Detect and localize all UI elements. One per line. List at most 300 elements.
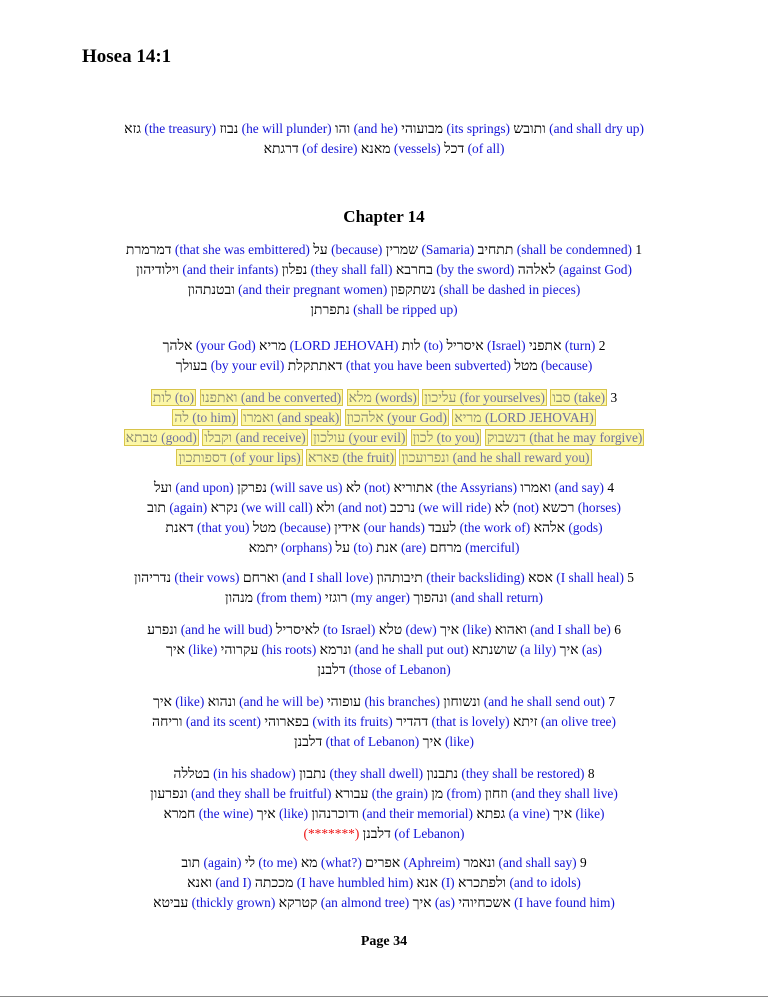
english-gloss: (and to idols) bbox=[509, 875, 581, 890]
english-gloss: (and its scent) bbox=[185, 714, 261, 729]
hebrew-word: אלהא bbox=[533, 521, 565, 536]
english-gloss: (and upon) bbox=[175, 480, 234, 495]
word-pair bbox=[166, 642, 217, 657]
word-pair bbox=[529, 338, 595, 353]
hebrew-word: לה bbox=[174, 411, 189, 426]
verse-number: 4 bbox=[603, 480, 615, 495]
word-pair bbox=[394, 480, 518, 495]
english-gloss: (in his shadow) bbox=[213, 766, 296, 781]
hebrew-word: ואהוא bbox=[494, 623, 527, 638]
english-gloss: (words) bbox=[375, 390, 417, 405]
word-pair bbox=[304, 826, 360, 841]
word-pair bbox=[276, 622, 375, 637]
word-pair bbox=[154, 480, 234, 495]
hebrew-word: דספותכון bbox=[178, 451, 227, 466]
word-pair bbox=[152, 714, 261, 729]
word-pair bbox=[361, 141, 441, 156]
hebrew-word: יתמא bbox=[248, 541, 278, 556]
word-pair bbox=[520, 480, 604, 495]
word-pair bbox=[463, 855, 576, 870]
hebrew-word: שושנתא bbox=[471, 643, 517, 658]
english-gloss: (to) bbox=[174, 390, 195, 405]
hebrew-word: איך bbox=[412, 896, 432, 911]
hebrew-word: בטללה bbox=[173, 767, 210, 782]
hebrew-word: נתפרתן bbox=[310, 303, 350, 318]
english-gloss: (they shall dwell) bbox=[329, 766, 424, 781]
verse-line bbox=[76, 568, 692, 588]
hebrew-word: דכל bbox=[444, 142, 465, 157]
english-gloss: (to you) bbox=[436, 430, 480, 445]
english-gloss: (a vine) bbox=[508, 806, 550, 821]
english-gloss: (of desire) bbox=[302, 141, 358, 156]
word-pair bbox=[241, 409, 341, 426]
english-gloss: (not) bbox=[364, 480, 391, 495]
hebrew-word: לאיסריל bbox=[275, 623, 320, 638]
word-pair bbox=[147, 500, 207, 515]
english-gloss: (my anger) bbox=[350, 590, 411, 605]
english-gloss: (and speak) bbox=[277, 410, 340, 425]
hebrew-word: עביטא bbox=[153, 896, 189, 911]
english-gloss: (and he) bbox=[353, 121, 398, 136]
english-gloss: (the work of) bbox=[459, 520, 531, 535]
verse-line bbox=[76, 518, 692, 538]
word-pair bbox=[163, 338, 256, 353]
word-pair bbox=[255, 875, 413, 890]
hebrew-word: לא bbox=[494, 501, 510, 516]
verse-8 bbox=[76, 764, 692, 844]
verse-line bbox=[76, 448, 692, 468]
english-gloss: (I) bbox=[441, 875, 455, 890]
hebrew-word: עופוהי bbox=[326, 695, 362, 710]
word-pair bbox=[172, 409, 237, 426]
hebrew-word: זיתא bbox=[512, 715, 538, 730]
english-gloss: (and he will bud) bbox=[180, 622, 273, 637]
hebrew-word: דאנת bbox=[165, 521, 194, 536]
hebrew-word: דרגתא bbox=[263, 142, 299, 157]
hebrew-word: נתבון bbox=[299, 767, 327, 782]
word-pair bbox=[377, 570, 525, 585]
english-gloss: (to me) bbox=[258, 855, 298, 870]
hebrew-word: לא bbox=[345, 481, 361, 496]
word-pair bbox=[181, 855, 241, 870]
english-gloss: (we will ride) bbox=[418, 500, 492, 515]
english-gloss: (by your evil) bbox=[210, 358, 285, 373]
english-gloss: (orphans) bbox=[280, 540, 333, 555]
word-pair bbox=[325, 590, 410, 605]
hebrew-word: וריחה bbox=[152, 715, 183, 730]
verse-line bbox=[76, 640, 692, 660]
hebrew-word: עקרוהי bbox=[220, 643, 259, 658]
hebrew-word: טלא bbox=[378, 623, 403, 638]
english-gloss: (our hands) bbox=[363, 520, 425, 535]
hebrew-word: מרחם bbox=[429, 541, 462, 556]
word-pair bbox=[336, 540, 373, 555]
english-gloss: (and receive) bbox=[235, 430, 306, 445]
hebrew-word: ועל bbox=[153, 481, 172, 496]
english-gloss: (by the sword) bbox=[436, 262, 515, 277]
hebrew-word: נפרקן bbox=[237, 481, 267, 496]
word-pair bbox=[153, 694, 204, 709]
word-pair bbox=[427, 766, 585, 781]
hebrew-word: איך bbox=[165, 643, 185, 658]
english-gloss: (his roots) bbox=[261, 642, 317, 657]
verse-line bbox=[76, 692, 692, 712]
english-gloss: (I have humbled him) bbox=[296, 875, 414, 890]
hebrew-word: ונאמר bbox=[463, 856, 496, 871]
hebrew-word: דלבנן bbox=[317, 663, 346, 678]
english-gloss: (again) bbox=[169, 500, 208, 515]
english-gloss: (gods) bbox=[568, 520, 603, 535]
english-gloss: (to) bbox=[353, 540, 373, 555]
word-pair bbox=[428, 520, 530, 535]
word-pair bbox=[513, 714, 616, 729]
english-gloss: (of your lips) bbox=[230, 450, 301, 465]
hebrew-word: ונהוא bbox=[207, 695, 236, 710]
english-gloss: (from) bbox=[446, 786, 482, 801]
word-pair bbox=[478, 242, 632, 257]
word-pair bbox=[334, 520, 425, 535]
verse-line bbox=[76, 408, 692, 428]
intro-passage bbox=[76, 119, 692, 159]
word-pair bbox=[376, 540, 426, 555]
hebrew-word: לות bbox=[152, 391, 172, 406]
hebrew-word: איך bbox=[440, 623, 460, 638]
hebrew-word: רכשא bbox=[542, 501, 575, 516]
hebrew-word: ונפרועכון bbox=[401, 451, 450, 466]
word-pair bbox=[264, 141, 358, 156]
english-gloss: (the wine) bbox=[198, 806, 254, 821]
verse-7 bbox=[76, 692, 692, 752]
hebrew-word: ולפתכרא bbox=[457, 876, 507, 891]
word-pair bbox=[311, 429, 407, 446]
word-pair bbox=[187, 875, 251, 890]
word-pair bbox=[126, 242, 310, 257]
verse-line bbox=[76, 660, 692, 680]
hebrew-word: נפלון bbox=[281, 263, 308, 278]
english-gloss: (shall be dashed in pieces) bbox=[438, 282, 581, 297]
english-gloss: (horses) bbox=[577, 500, 621, 515]
hebrew-word: ולא bbox=[316, 501, 335, 516]
hebrew-word: מריא bbox=[259, 339, 287, 354]
hebrew-word: דלבנן bbox=[362, 827, 391, 842]
verse-line bbox=[76, 428, 692, 448]
hebrew-word: אנת bbox=[376, 541, 398, 556]
hebrew-word: מנהון bbox=[225, 591, 254, 606]
verse-line bbox=[76, 280, 692, 300]
english-gloss: (like) bbox=[462, 622, 492, 637]
hebrew-word: רוגזי bbox=[324, 591, 348, 606]
hebrew-word: ואנא bbox=[187, 876, 213, 891]
english-gloss: (and not) bbox=[337, 500, 387, 515]
word-pair bbox=[440, 622, 491, 637]
english-gloss: (and their memorial) bbox=[362, 806, 473, 821]
word-pair bbox=[257, 806, 308, 821]
english-gloss: (like) bbox=[444, 734, 474, 749]
word-pair bbox=[245, 855, 298, 870]
english-gloss: (as) bbox=[581, 642, 602, 657]
english-gloss: (from them) bbox=[256, 590, 322, 605]
word-pair bbox=[219, 121, 331, 136]
verse-number: 3 bbox=[607, 390, 618, 405]
english-gloss: (that of Lebanon) bbox=[325, 734, 420, 749]
word-pair bbox=[264, 714, 392, 729]
verse-line bbox=[76, 388, 692, 408]
word-pair bbox=[399, 449, 591, 466]
word-pair bbox=[294, 734, 419, 749]
word-pair bbox=[553, 806, 604, 821]
word-pair bbox=[124, 121, 216, 136]
hebrew-word: עולכון bbox=[313, 431, 346, 446]
word-pair bbox=[518, 262, 632, 277]
hebrew-word: אסא bbox=[528, 571, 553, 586]
verse-line bbox=[76, 620, 692, 640]
english-gloss: (his branches) bbox=[364, 694, 440, 709]
word-pair bbox=[259, 338, 398, 353]
hebrew-word: טבתא bbox=[125, 431, 158, 446]
verse-line bbox=[76, 824, 692, 844]
english-gloss: (they shall be restored) bbox=[461, 766, 585, 781]
hebrew-word: פארא bbox=[308, 451, 340, 466]
word-pair bbox=[310, 302, 457, 317]
english-gloss: (and he will be) bbox=[239, 694, 324, 709]
verse-number: 9 bbox=[576, 855, 587, 870]
hebrew-word: תיבותהון bbox=[376, 571, 423, 586]
hebrew-word: ונשוחון bbox=[443, 695, 481, 710]
hebrew-word: ונפרע bbox=[147, 623, 178, 638]
english-gloss: (that is lovely) bbox=[431, 714, 510, 729]
verse-5 bbox=[76, 568, 692, 608]
verse-line bbox=[76, 260, 692, 280]
word-pair bbox=[401, 121, 510, 136]
verse-number: 7 bbox=[604, 694, 616, 709]
word-pair bbox=[282, 262, 393, 277]
hebrew-word: נקרא bbox=[210, 501, 238, 516]
hebrew-word: ונהפוך bbox=[413, 591, 448, 606]
verse-line bbox=[76, 893, 692, 913]
word-pair bbox=[243, 570, 373, 585]
word-pair bbox=[225, 590, 322, 605]
word-pair bbox=[299, 766, 423, 781]
verse-line bbox=[76, 356, 692, 376]
english-gloss: (and shall say) bbox=[498, 855, 577, 870]
english-gloss: (what?) bbox=[320, 855, 362, 870]
hebrew-word: אתפני bbox=[529, 339, 562, 354]
hebrew-word: שמרין bbox=[385, 243, 419, 258]
english-gloss: (your God) bbox=[387, 410, 447, 425]
word-pair bbox=[444, 141, 504, 156]
hebrew-word: דמרמרת bbox=[125, 243, 172, 258]
english-gloss: (its springs) bbox=[446, 121, 511, 136]
english-gloss: (shall be ripped up) bbox=[353, 302, 458, 317]
hebrew-word: סבו bbox=[552, 391, 571, 406]
hebrew-word: מן bbox=[431, 787, 444, 802]
english-gloss: (the treasury) bbox=[144, 121, 217, 136]
hebrew-word: איך bbox=[256, 807, 276, 822]
english-gloss: (their vows) bbox=[174, 570, 240, 585]
hebrew-word: אשכחיוהי bbox=[458, 896, 511, 911]
word-pair bbox=[188, 282, 388, 297]
english-gloss: (I have found him) bbox=[514, 895, 615, 910]
english-gloss: (and say) bbox=[554, 480, 604, 495]
word-pair bbox=[320, 642, 469, 657]
english-gloss: (because) bbox=[331, 242, 383, 257]
word-pair bbox=[390, 500, 491, 515]
verse-line bbox=[76, 588, 692, 608]
hebrew-word: תוב bbox=[181, 856, 201, 871]
hebrew-word: וקבלו bbox=[204, 431, 233, 446]
word-pair bbox=[396, 262, 515, 277]
hebrew-word: גזא bbox=[124, 122, 141, 137]
english-gloss: (to Israel) bbox=[322, 622, 376, 637]
verse-line bbox=[76, 240, 692, 260]
verse-2 bbox=[76, 336, 692, 376]
hebrew-word: אתוריא bbox=[393, 481, 433, 496]
word-pair bbox=[495, 622, 611, 637]
hebrew-word: דאתתקלת bbox=[287, 359, 343, 374]
word-pair bbox=[124, 429, 199, 446]
hebrew-word: וזחון bbox=[484, 787, 508, 802]
english-gloss: (they shall fall) bbox=[310, 262, 393, 277]
hebrew-word: ונרמא bbox=[319, 643, 352, 658]
verse-line bbox=[76, 804, 692, 824]
word-pair bbox=[165, 520, 249, 535]
word-pair bbox=[472, 642, 556, 657]
verse-number: 6 bbox=[610, 622, 621, 637]
hebrew-word: לעבד bbox=[428, 521, 457, 536]
verse-number: 5 bbox=[623, 570, 634, 585]
word-pair bbox=[335, 121, 398, 136]
hebrew-word: מריא bbox=[454, 411, 482, 426]
word-pair bbox=[365, 855, 460, 870]
word-pair bbox=[345, 409, 449, 426]
word-pair bbox=[476, 806, 550, 821]
english-gloss: (and they shall be fruitful) bbox=[190, 786, 332, 801]
english-gloss: (to him) bbox=[192, 410, 236, 425]
hebrew-word: מלא bbox=[348, 391, 372, 406]
hebrew-word: אלהך bbox=[162, 339, 193, 354]
english-gloss: (the Assyrians) bbox=[436, 480, 518, 495]
english-gloss: (your God) bbox=[195, 338, 256, 353]
english-gloss: (dew) bbox=[405, 622, 437, 637]
hebrew-word: ובטנתהון bbox=[187, 283, 235, 298]
verse-line bbox=[76, 764, 692, 784]
word-pair bbox=[153, 895, 275, 910]
word-pair bbox=[379, 622, 437, 637]
hebrew-word: נבוז bbox=[219, 122, 239, 137]
word-pair bbox=[313, 242, 382, 257]
english-gloss: (LORD JEHOVAH) bbox=[289, 338, 399, 353]
english-gloss: (their backsliding) bbox=[426, 570, 525, 585]
hebrew-word: בפארוהי bbox=[264, 715, 310, 730]
english-gloss: (take) bbox=[573, 390, 606, 405]
verse-line bbox=[76, 498, 692, 518]
hebrew-word: על bbox=[313, 243, 328, 258]
word-pair bbox=[534, 520, 603, 535]
word-pair bbox=[485, 786, 618, 801]
english-gloss: (to) bbox=[423, 338, 444, 353]
english-gloss: (will save us) bbox=[270, 480, 343, 495]
english-gloss: (of all) bbox=[467, 141, 505, 156]
hebrew-word: עליכון bbox=[424, 391, 457, 406]
english-gloss: (turn) bbox=[564, 338, 596, 353]
english-gloss: (those of Lebanon) bbox=[348, 662, 451, 677]
word-pair bbox=[430, 540, 520, 555]
page-title: Hosea 14:1 bbox=[82, 46, 172, 67]
word-pair bbox=[413, 590, 543, 605]
word-pair bbox=[288, 358, 511, 373]
english-gloss: (for yourselves) bbox=[459, 390, 545, 405]
hebrew-word: מא bbox=[300, 856, 318, 871]
word-pair bbox=[200, 389, 344, 406]
word-pair bbox=[316, 500, 387, 515]
verse-9 bbox=[76, 853, 692, 913]
word-pair bbox=[485, 429, 645, 446]
word-pair bbox=[237, 480, 342, 495]
english-gloss: (the grain) bbox=[371, 786, 428, 801]
word-pair bbox=[279, 895, 410, 910]
verse-line bbox=[76, 478, 692, 498]
english-gloss: (like) bbox=[575, 806, 605, 821]
word-pair bbox=[458, 895, 615, 910]
english-gloss: (that you) bbox=[197, 520, 250, 535]
verse-line bbox=[76, 336, 692, 356]
hebrew-word: ותובש bbox=[513, 122, 546, 137]
english-gloss: (against God) bbox=[558, 262, 632, 277]
word-pair bbox=[173, 766, 295, 781]
english-gloss: (and be converted) bbox=[240, 390, 342, 405]
verse-line bbox=[76, 732, 692, 752]
word-pair bbox=[422, 389, 547, 406]
hebrew-word: אידין bbox=[334, 521, 361, 536]
english-gloss: (*******) bbox=[303, 826, 360, 841]
word-pair bbox=[317, 662, 450, 677]
page-bottom-rule bbox=[0, 996, 768, 997]
hebrew-word: נשתקפון bbox=[390, 283, 436, 298]
word-pair bbox=[446, 338, 525, 353]
word-pair bbox=[346, 480, 390, 495]
hebrew-word: אנא bbox=[416, 876, 438, 891]
word-pair bbox=[391, 282, 581, 297]
hebrew-word: איך bbox=[559, 643, 579, 658]
english-gloss: (Samaria) bbox=[421, 242, 475, 257]
english-gloss: (and their pregnant women) bbox=[238, 282, 388, 297]
word-pair bbox=[202, 429, 308, 446]
hebrew-word: לאלהה bbox=[517, 263, 556, 278]
page-number: Page 34 bbox=[360, 934, 408, 949]
hebrew-word: ואתפנו bbox=[201, 391, 238, 406]
english-gloss: (merciful) bbox=[465, 540, 520, 555]
english-gloss: (he will plunder) bbox=[241, 121, 332, 136]
hebrew-word: לי bbox=[244, 856, 256, 871]
verse-line bbox=[76, 119, 692, 139]
english-gloss: (an olive tree) bbox=[540, 714, 616, 729]
hebrew-word: אפרים bbox=[365, 856, 401, 871]
hebrew-word: מבועוהי bbox=[401, 122, 444, 137]
english-gloss: (like) bbox=[188, 642, 218, 657]
chapter-heading: Chapter 14 bbox=[343, 207, 425, 226]
english-gloss: (and I shall love) bbox=[282, 570, 374, 585]
word-pair bbox=[458, 875, 581, 890]
verse-number: 2 bbox=[595, 338, 606, 353]
hebrew-word: ואמרו bbox=[520, 481, 552, 496]
verse-line bbox=[76, 300, 692, 320]
english-gloss: (and I shall be) bbox=[530, 622, 611, 637]
hebrew-word: דנשבוק bbox=[486, 431, 526, 446]
word-pair bbox=[136, 262, 278, 277]
hebrew-word: לות bbox=[401, 339, 421, 354]
hebrew-word: לכון bbox=[412, 431, 434, 446]
verse-line bbox=[76, 538, 692, 558]
